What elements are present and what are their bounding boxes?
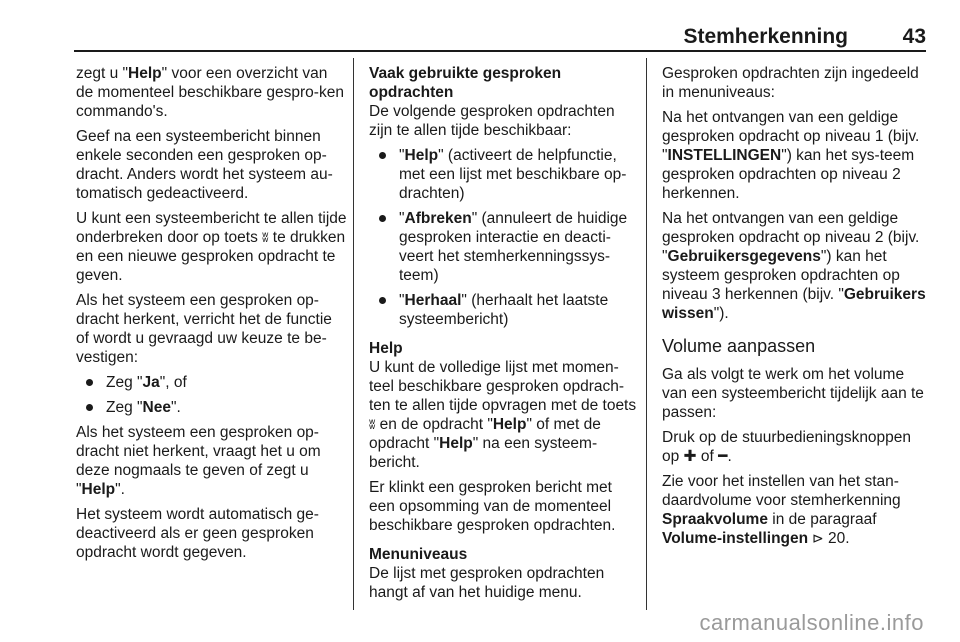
paragraph: Ga als volgt te werk om het volume van een systeembericht tijdelijk aan te passen: xyxy=(662,366,924,421)
paragraph: Het systeem wordt automatisch ge-deactiveerd als er geen gesproken opdracht wordt gegeven. xyxy=(76,506,319,561)
paragraph: Als het systeem een gesproken op-dracht herkent, verricht het de functie of wordt u gevraagd uw keuze te be-vestigen: xyxy=(76,292,332,366)
paragraph: U kunt een systeembericht te allen tijde onderbreken door op toets ʬ te drukken en een nieuwe gesproken opdracht te geven. xyxy=(76,210,347,284)
paragraph: Geef na een systeembericht binnen enkele seconden een gesproken op-dracht. Anders wordt het systeem au-tomatisch gedeactiveerd. xyxy=(76,128,333,202)
section-heading: Help xyxy=(369,340,403,357)
paragraph: Na het ontvangen van een geldige gesproken opdracht op niveau 1 (bijv. "INSTELLINGEN") kan het sys-teem gesproken opdrachten op niveau 2 herkennen. xyxy=(662,109,920,202)
bullet-icon xyxy=(379,215,386,222)
column-2 xyxy=(369,64,639,608)
list-item: "Afbreken" (annuleert de huidige gesproken interactie en deacti-veert het stemherkenningssys-teem) xyxy=(369,209,639,285)
plus-icon: ✚ xyxy=(683,448,697,465)
section-heading: Volume aanpassen xyxy=(662,336,816,356)
paragraph: Er klinkt een gesproken bericht met een opsomming van de momenteel beschikbare gesproken opdrachten. xyxy=(369,479,616,534)
section-heading: Menuniveaus xyxy=(369,546,468,563)
voice-control-icon: ʬ xyxy=(369,417,376,432)
column-divider xyxy=(646,58,647,610)
bullet-icon xyxy=(379,297,386,304)
watermark: carmanualsonline.info xyxy=(699,610,924,635)
bullet-icon xyxy=(86,379,93,386)
list-item: Zeg "Ja", of xyxy=(76,373,348,392)
paragraph: Als het systeem een gesproken op-dracht niet herkent, vraagt het u om deze nogmaals te geven of zegt u "Help". xyxy=(76,424,321,498)
paragraph: Na het ontvangen van een geldige gesproken opdracht op niveau 2 (bijv. "Gebruikersgegevens") kan het systeem gesproken opdrachten op niveau 3 herkennen (bijv. "Gebruikers wissen"). xyxy=(662,210,926,322)
page-title: Stemherkenning xyxy=(683,25,848,48)
paragraph: zegt u "Help" voor een overzicht van de momenteel beschikbare gespro-ken commando's. xyxy=(76,65,344,120)
voice-control-icon: ʬ xyxy=(262,230,269,245)
bullet-icon xyxy=(86,404,93,411)
list-item: Zeg "Nee". xyxy=(76,398,348,417)
paragraph: U kunt de volledige lijst met momen-teel beschikbare gesproken opdrach-ten te allen tijde opvragen met de toets ʬ en de opdracht "Help" of met de opdracht "Help" na een systeem-bericht. xyxy=(369,359,637,471)
paragraph: Druk op de stuurbedieningsknoppen op ✚ of ━. xyxy=(662,429,912,465)
page-header xyxy=(74,0,926,52)
page-number: 43 xyxy=(902,25,926,48)
page-reference-icon: ⊳ xyxy=(808,530,824,546)
list-item: "Help" (activeert de helpfunctie, met een lijst met beschikbare op-drachten) xyxy=(369,146,639,203)
paragraph: De volgende gesproken opdrachten zijn te allen tijde beschikbaar: xyxy=(369,103,615,139)
column-divider xyxy=(353,58,354,610)
list-item: "Herhaal" (herhaalt het laatste systeembericht) xyxy=(369,291,639,329)
bullet-list xyxy=(369,146,639,329)
minus-icon: ━ xyxy=(718,448,728,465)
bullet-icon xyxy=(379,152,386,159)
paragraph: Gesproken opdrachten zijn ingedeeld in menuniveaus: xyxy=(662,65,919,101)
column-3 xyxy=(662,64,930,554)
paragraph: Zie voor het instellen van het stan-daardvolume voor stemherkenning Spraakvolume in de paragraaf Volume-instellingen ⊳ 20. xyxy=(662,473,901,547)
paragraph: De lijst met gesproken opdrachten hangt af van het huidige menu. xyxy=(369,565,605,601)
section-heading: Vaak gebruikte gesproken opdrachten xyxy=(369,65,562,101)
bullet-list xyxy=(76,373,348,417)
column-1 xyxy=(76,64,348,568)
